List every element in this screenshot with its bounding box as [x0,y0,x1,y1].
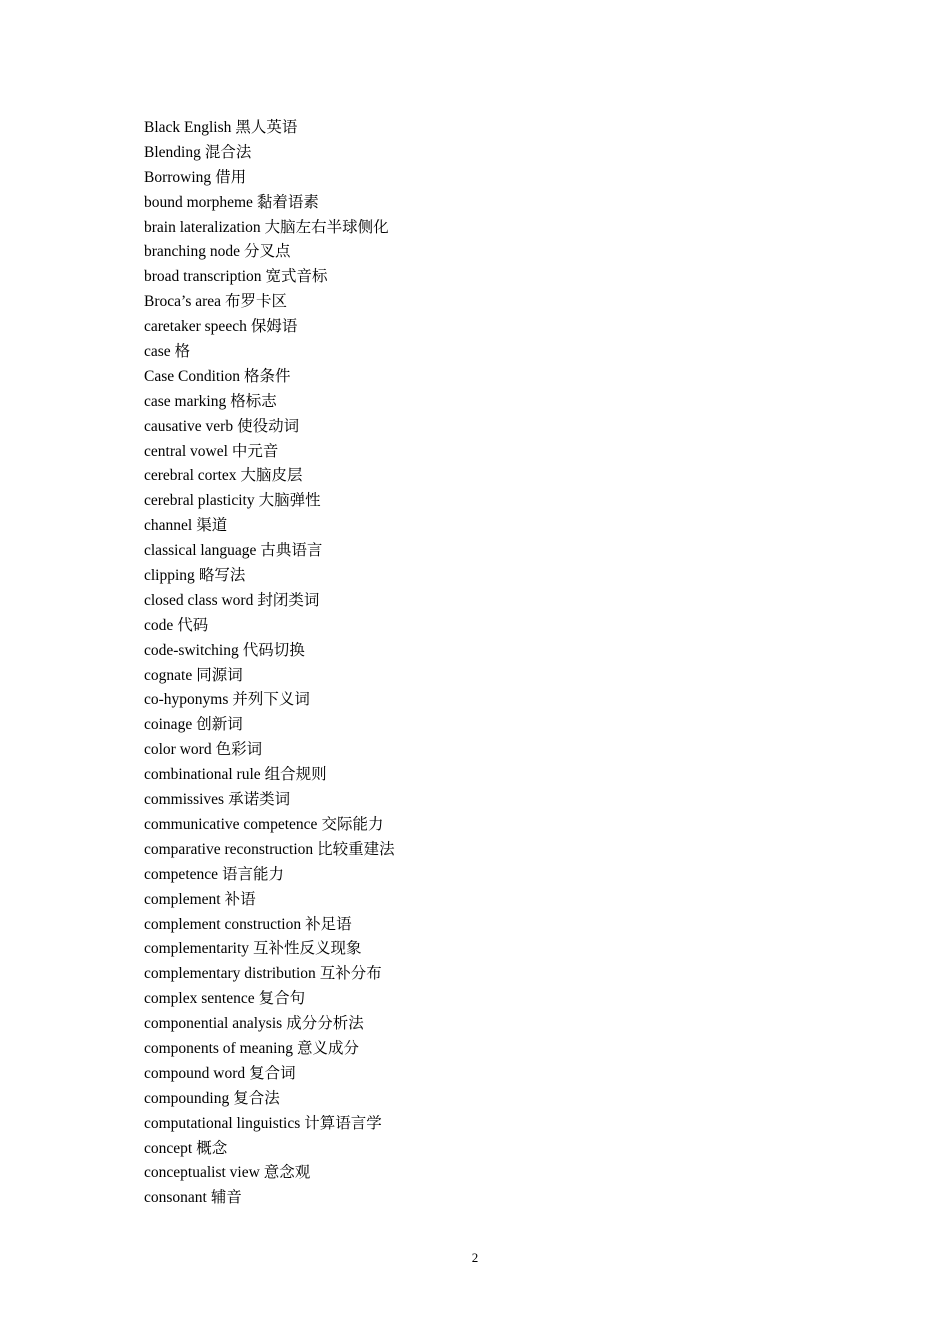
entry-gloss: 同源词 [196,666,243,684]
glossary-entry [144,1161,395,1186]
entry-term: concept [144,1139,193,1157]
entry-term: case marking [144,392,227,410]
entry-term: conceptualist view [144,1164,260,1182]
glossary-entry [144,514,395,539]
entry-gloss: 计算语言学 [304,1114,382,1132]
entry-term: caretaker speech [144,318,247,336]
entry-gloss: 大脑弹性 [258,492,321,510]
glossary-entry [144,614,395,639]
entry-gloss: 概念 [196,1139,228,1157]
entry-term: combinational rule [144,766,261,784]
entry-term: bound morpheme [144,193,253,211]
entry-gloss: 补足语 [305,915,352,933]
entry-gloss: 代码切换 [242,641,305,659]
glossary-entry [144,863,395,888]
entry-term: componential analysis [144,1015,283,1033]
glossary-entry [144,315,395,340]
entry-gloss: 古典语言 [260,542,323,560]
entry-gloss: 使役动词 [237,417,300,435]
entry-gloss: 分叉点 [243,243,291,261]
glossary-entry [144,1037,395,1062]
entry-gloss: 意义成分 [296,1039,359,1057]
entry-gloss: 代码 [177,616,209,634]
entry-term: Broca’s area [144,293,222,311]
glossary-list [144,116,395,1211]
glossary-entry [144,913,395,938]
entry-term: clipping [144,567,195,585]
glossary-entry [144,290,395,315]
glossary-entry [144,191,395,216]
entry-term: channel [144,517,193,535]
entry-term: complementary distribution [144,965,316,983]
glossary-entry [144,713,395,738]
entry-term: complex sentence [144,990,255,1008]
entry-term: cerebral cortex [144,467,237,485]
glossary-entry [144,1012,395,1037]
entry-term: compound word [144,1064,246,1082]
entry-term: causative verb [144,417,234,435]
entry-term: compounding [144,1089,230,1107]
entry-gloss: 互补分布 [319,965,382,983]
entry-term: cerebral plasticity [144,492,255,510]
entry-gloss: 借用 [215,168,247,186]
entry-gloss: 意念观 [263,1164,311,1182]
glossary-entry [144,639,395,664]
glossary-entry [144,440,395,465]
entry-gloss: 成分分析法 [286,1015,364,1033]
glossary-entry [144,788,395,813]
entry-term: Case Condition [144,367,241,385]
entry-gloss: 组合规则 [264,766,327,784]
entry-gloss: 格 [174,343,191,361]
entry-term: central vowel [144,442,228,460]
glossary-entry [144,888,395,913]
entry-gloss: 交际能力 [321,815,384,833]
entry-term: Black English [144,119,232,136]
page-number: 2 [471,1250,479,1265]
entry-term: consonant [144,1189,207,1207]
entry-term: commissives [144,791,225,809]
entry-term: closed class word [144,591,254,609]
entry-gloss: 互补性反义现象 [253,940,362,958]
entry-term: case [144,343,171,361]
glossary-entry [144,1137,395,1162]
glossary-entry [144,216,395,241]
entry-gloss: 略写法 [198,567,246,585]
entry-term: classical language [144,542,257,560]
entry-term: complement construction [144,915,302,933]
entry-gloss: 封闭类词 [257,591,320,609]
entry-gloss: 黑人英语 [235,119,298,136]
entry-term: Borrowing [144,168,212,186]
entry-gloss: 辅音 [210,1189,242,1207]
entry-gloss: 色彩词 [215,741,263,759]
glossary-entry [144,1062,395,1087]
entry-term: communicative competence [144,815,318,833]
entry-term: code [144,616,174,634]
glossary-entry [144,589,395,614]
glossary-entry [144,1112,395,1137]
entry-gloss: 复合词 [249,1064,296,1082]
entry-term: Blending [144,143,201,161]
entry-gloss: 布罗卡区 [225,293,288,311]
entry-term: comparative reconstruction [144,840,314,858]
glossary-entry [144,265,395,290]
glossary-entry [144,340,395,365]
entry-gloss: 保姆语 [250,318,298,336]
glossary-entry [144,937,395,962]
entry-gloss: 语言能力 [222,865,285,883]
entry-term: code-switching [144,641,239,659]
entry-gloss: 大脑皮层 [240,467,303,485]
entry-gloss: 渠道 [196,517,228,535]
entry-gloss: 复合句 [258,990,306,1008]
entry-term: computational linguistics [144,1114,301,1132]
glossary-entry [144,166,395,191]
entry-term: branching node [144,243,240,261]
glossary-entry [144,987,395,1012]
entry-term: broad transcription [144,268,262,286]
glossary-entry [144,664,395,689]
entry-term: complementarity [144,940,250,958]
glossary-entry [144,464,395,489]
glossary-entry [144,365,395,390]
glossary-entry [144,489,395,514]
entry-term: coinage [144,716,193,734]
entry-gloss: 复合法 [233,1089,280,1107]
entry-gloss: 比较重建法 [317,840,395,858]
glossary-entry [144,813,395,838]
glossary-entry [144,1186,395,1211]
entry-term: color word [144,741,212,759]
glossary-entry [144,738,395,763]
glossary-entry [144,240,395,265]
glossary-entry [144,415,395,440]
entry-gloss: 中元音 [231,442,279,460]
glossary-entry [144,688,395,713]
glossary-entry [144,564,395,589]
entry-gloss: 并列下义词 [232,691,310,709]
entry-gloss: 承诺类词 [228,791,291,809]
glossary-entry [144,539,395,564]
entry-term: cognate [144,666,193,684]
glossary-entry [144,390,395,415]
glossary-entry [144,763,395,788]
entry-gloss: 黏着语素 [256,193,319,211]
glossary-entry [144,141,395,166]
entry-gloss: 大脑左右半球侧化 [264,218,389,236]
entry-term: components of meaning [144,1039,293,1057]
glossary-entry [144,962,395,987]
entry-term: brain lateralization [144,218,261,236]
glossary-entry [144,838,395,863]
entry-gloss: 格条件 [244,367,291,385]
entry-gloss: 宽式音标 [265,268,328,286]
entry-gloss: 补语 [224,890,256,908]
entry-gloss: 混合法 [204,143,252,161]
entry-term: co-hyponyms [144,691,229,709]
entry-gloss: 创新词 [196,716,243,734]
entry-term: complement [144,890,221,908]
entry-gloss: 格标志 [230,392,277,410]
glossary-entry [144,1087,395,1112]
glossary-entry [144,116,395,141]
entry-term: competence [144,865,219,883]
